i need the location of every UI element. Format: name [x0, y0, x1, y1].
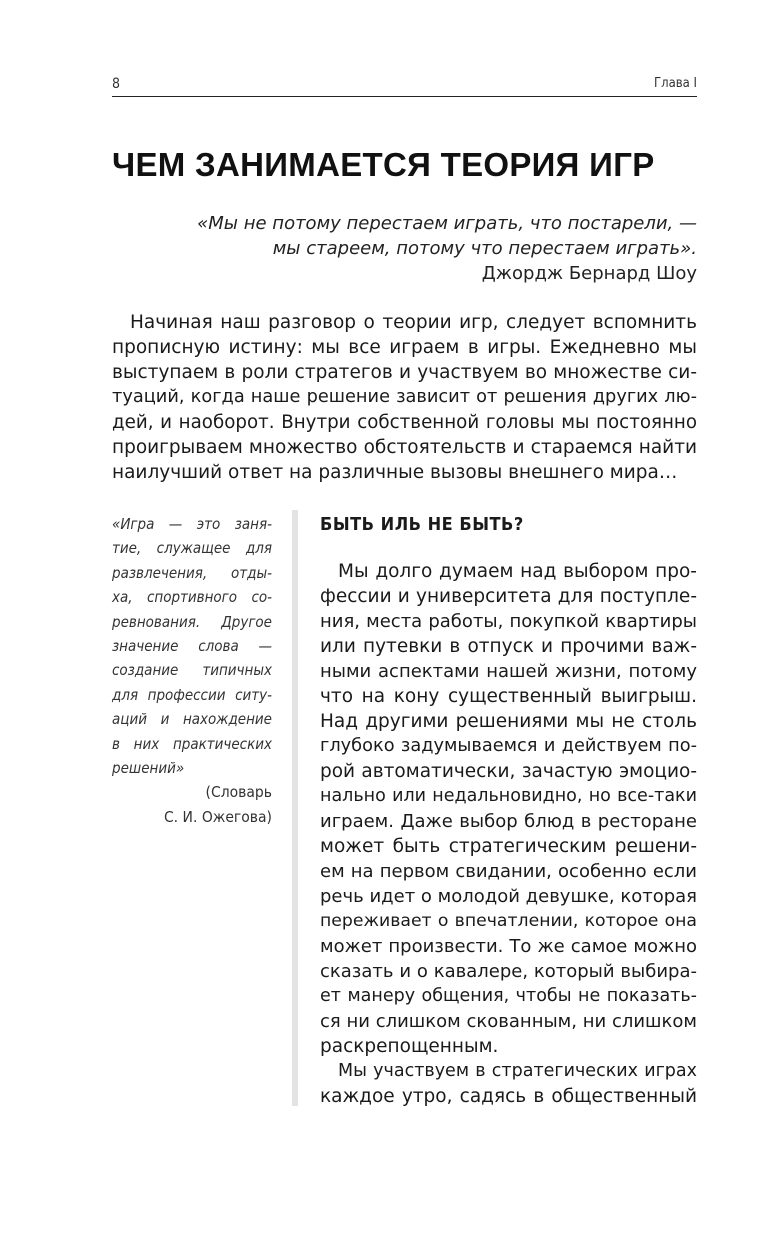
text-line: фессии и университета для поступле- [320, 586, 697, 607]
text-line: наилучший ответ на различные вызовы внешнего мира… [112, 462, 678, 483]
sidebar-quote-source: С. И. Ожегова) [163, 808, 272, 827]
text-line: туаций, когда наше решение зависит от решения других лю- [112, 387, 697, 407]
running-head [112, 76, 697, 97]
epigraph-line: «Мы не потому перестаем играть, что постарели, — [197, 213, 697, 234]
text-line: рой автоматически, зачастую эмоцио- [320, 761, 697, 782]
chapter-label: Глава I [654, 76, 697, 91]
sidebar-quote-source: (Словарь [205, 783, 272, 802]
sidebar-quote-line: «Игра — это заня- [112, 515, 272, 533]
text-line: может быть стратегическим решени- [320, 836, 697, 857]
text-line: выступаем в роли стратегов и участвуем во множестве си- [112, 362, 697, 383]
text-line: речь идет о молодой девушке, которая [320, 886, 697, 907]
text-line: Начиная наш разговор о теории игр, следует вспомнить [130, 312, 697, 333]
text-line: Мы долго думаем над выбором про- [338, 561, 697, 582]
sidebar-quote-line: развлечения, отды- [112, 563, 272, 582]
text-line: ния, места работы, покупкой квартиры [320, 611, 697, 632]
text-line: переживает о впечатлении, которое она [320, 911, 697, 931]
text-line: сказать и о кавалере, который выбира- [320, 961, 697, 982]
sidebar-quote-line: решений» [112, 759, 185, 778]
sidebar-quote-line: значение слова — [112, 637, 272, 656]
sidebar-quote [112, 512, 272, 830]
epigraph [197, 211, 697, 286]
sidebar-quote-line: тие, служащее для [112, 539, 272, 558]
page-number: 8 [112, 76, 121, 92]
sidebar-quote-line: ревнования. Другое [112, 612, 272, 631]
text-line: или путевки в отпуск и прочими важ- [320, 636, 697, 657]
text-line: раскрепощенным. [320, 1036, 499, 1057]
text-line: дей, и наоборот. Внутри собственной головы мы постоянно [112, 412, 697, 433]
text-line: ся ни слишком скованным, ни слишком [320, 1011, 697, 1032]
text-line: ными аспектами нашей жизни, потому [320, 661, 697, 682]
epigraph-line: мы стареем, потому что перестаем играть». [272, 238, 697, 259]
text-line: глубоко задумываемся и действуем по- [320, 736, 697, 756]
text-line: прописную истину: мы все играем в игры. Ежедневно мы [112, 337, 697, 358]
text-line: нально или недальновидно, но все-таки [320, 786, 697, 806]
text-line: Мы участвуем в стратегических играх [338, 1061, 697, 1081]
text-line: ем на первом свидании, особенно если [320, 861, 697, 882]
epigraph-author: Джордж Бернард Шоу [481, 263, 697, 284]
sidebar-quote-line: для профессии ситу- [112, 685, 272, 704]
sidebar-quote-line: в них практических [112, 734, 272, 753]
chapter-title: ЧЕМ ЗАНИМАЕТСЯ ТЕОРИЯ ИГР [112, 146, 655, 183]
text-line: что на кону существенный выигрыш. [320, 686, 697, 707]
intro-paragraph [112, 310, 697, 485]
text-line: каждое утро, садясь в общественный [320, 1086, 697, 1107]
sidebar-quote-line: создание типичных [112, 661, 272, 680]
text-line: ет манеру общения, чтобы не показать- [320, 986, 697, 1006]
section-body [320, 559, 697, 1109]
text-line: проигрываем множество обстоятельств и стараемся найти [112, 437, 697, 458]
sidebar-quote-line: аций и нахождение [112, 710, 272, 729]
text-line: играем. Даже выбор блюд в ресторане [320, 811, 697, 832]
section-heading: БЫТЬ ИЛЬ НЕ БЫТЬ? [320, 514, 524, 535]
sidebar-divider [292, 510, 298, 1106]
text-line: может произвести. То же самое можно [320, 936, 697, 957]
sidebar-quote-line: ха, спортивного со- [112, 588, 272, 607]
text-line: Над другими решениями мы не столь [320, 711, 697, 732]
